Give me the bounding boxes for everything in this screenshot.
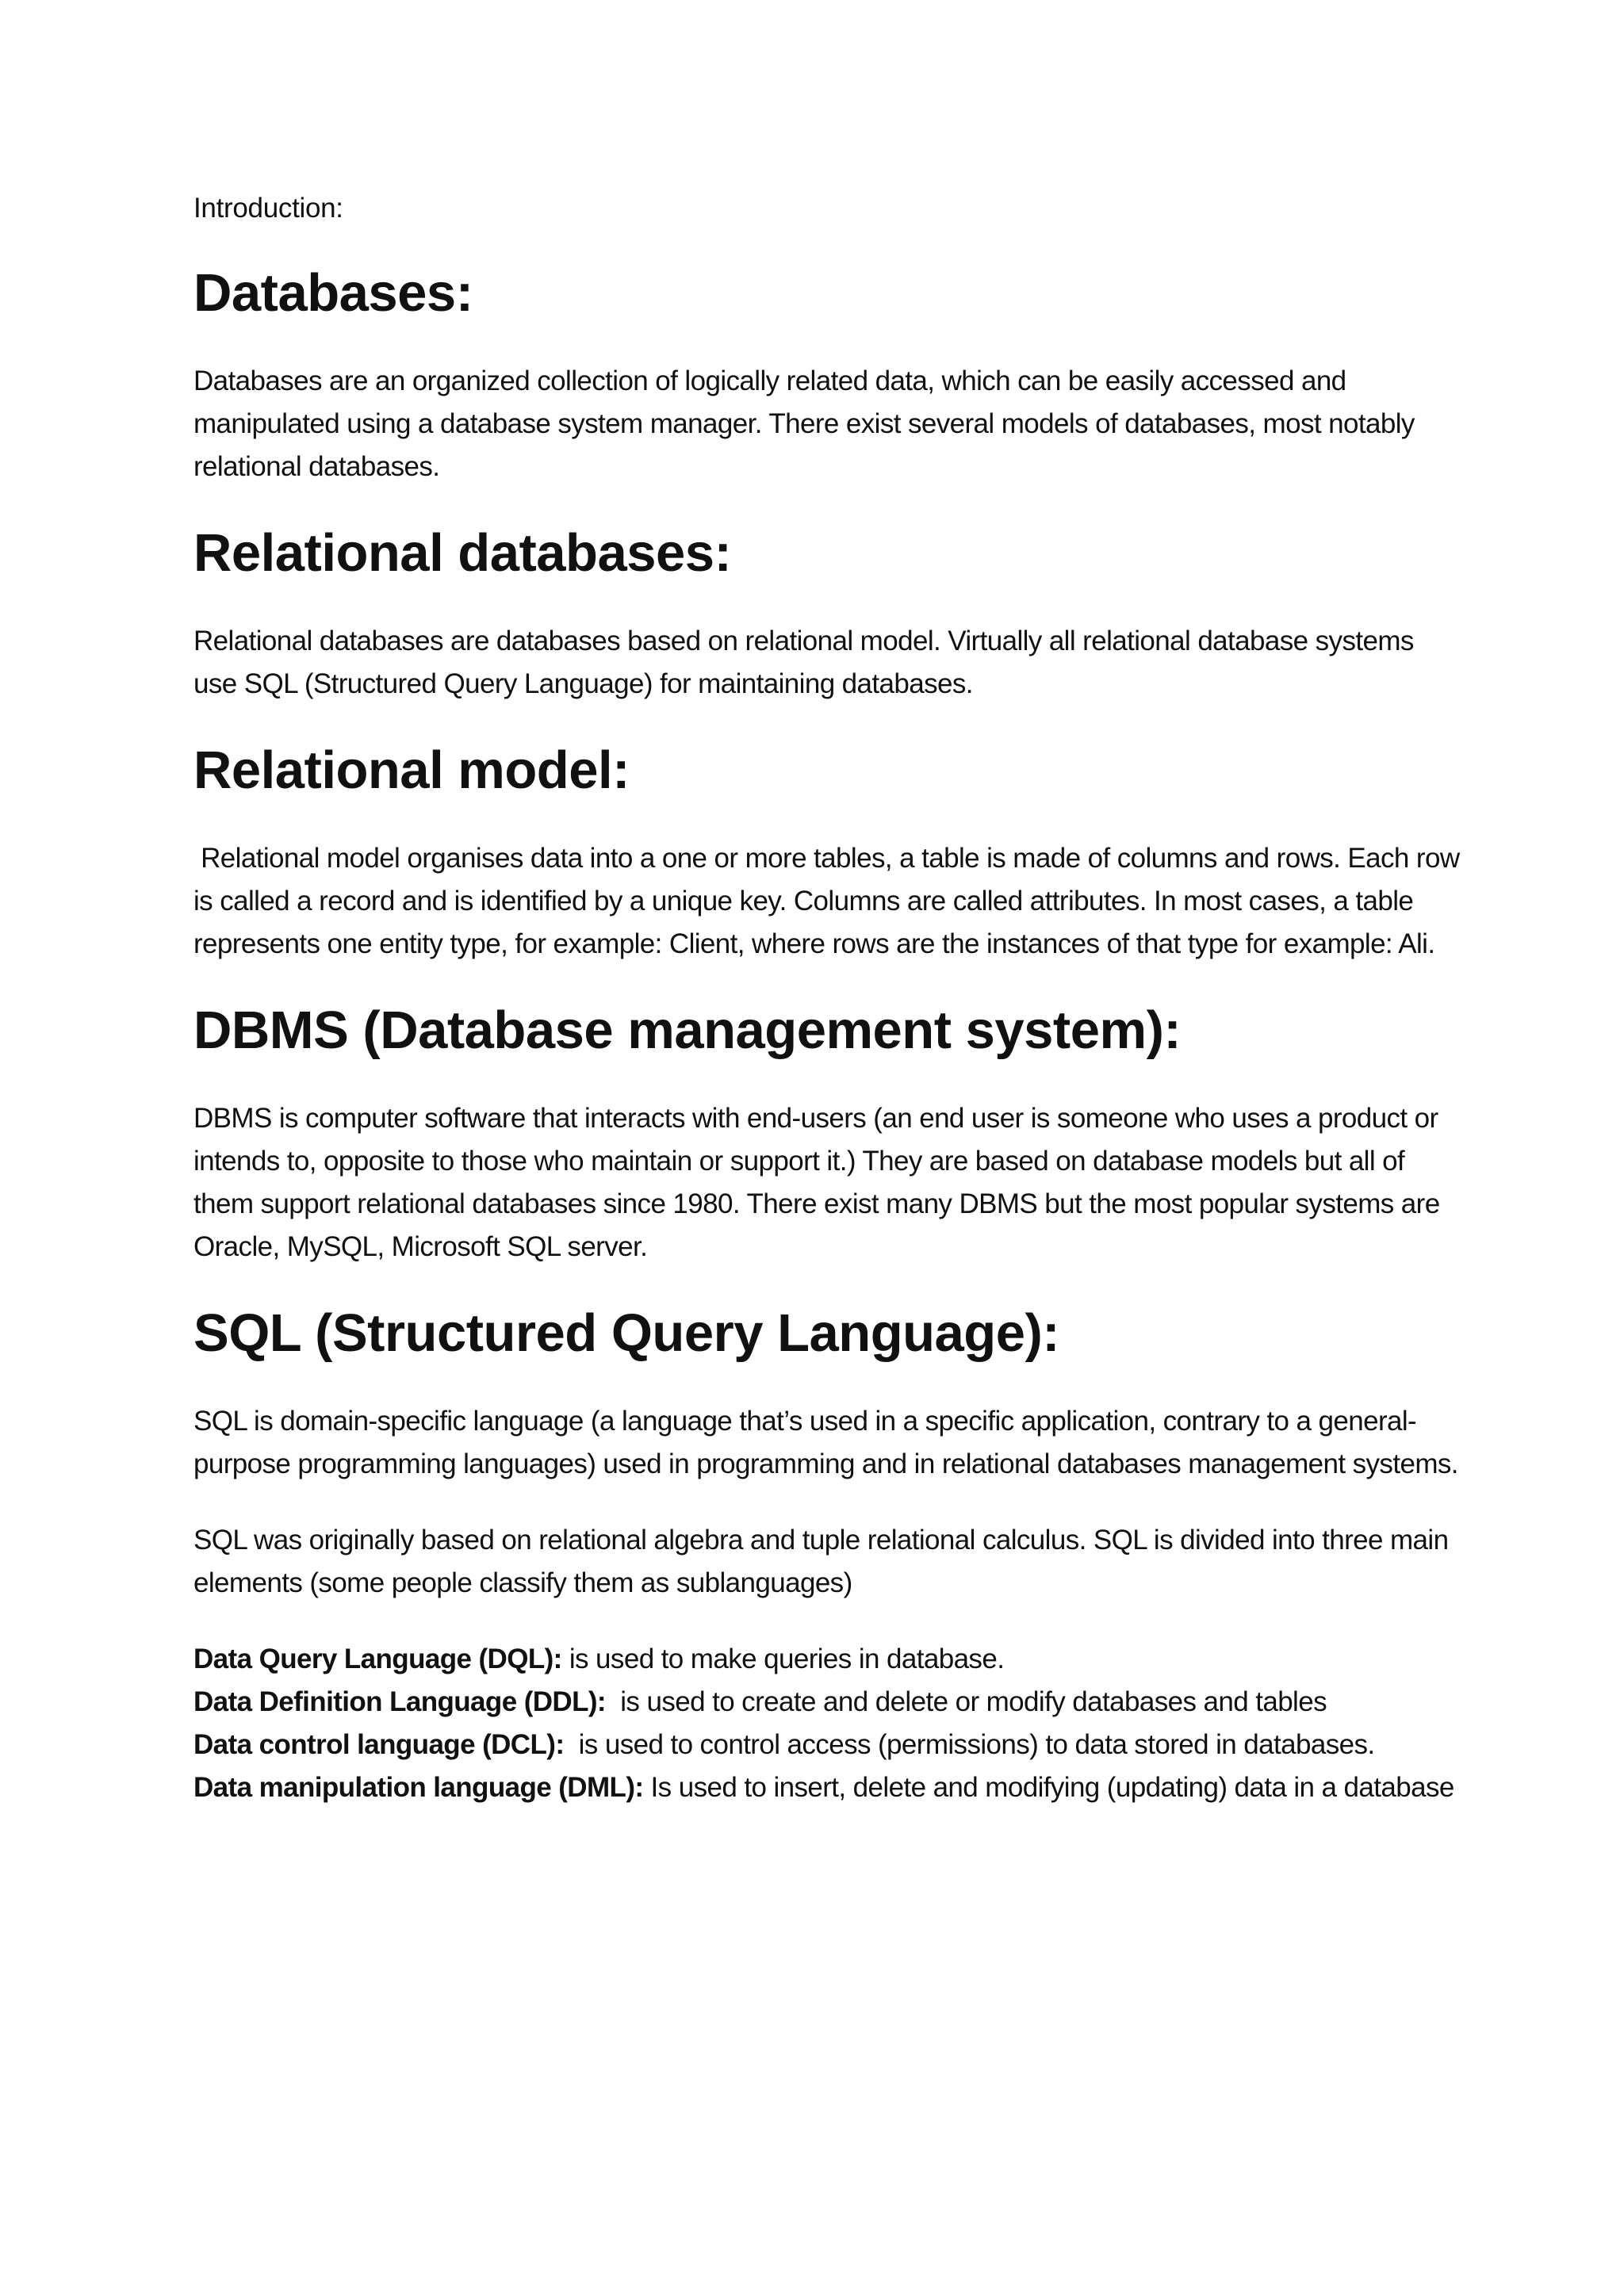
sql-sublanguage-list (193, 1638, 1462, 1809)
section-sql (193, 1302, 1462, 1605)
section-heading: DBMS (Database management system): (193, 1001, 1182, 1060)
definition-text: is used to create and delete or modify databases and tables (606, 1686, 1327, 1717)
definition-item-dml (193, 1766, 1462, 1809)
section-heading: Databases: (193, 263, 473, 323)
definition-text: Is used to insert, delete and modifying (updating) data in a database (643, 1772, 1454, 1803)
section-paragraph: DBMS is computer software that interacts with end-users (an end user is someone who uses a product or intends to, opposite to those who maintain or support it.) They are based on database models but all of them support relational databases since 1980. There exist many DBMS but the most popular systems are Oracle, MySQL, Microsoft SQL server. (193, 1103, 1440, 1262)
definition-item-dql (193, 1638, 1462, 1681)
section-heading: Relational model: (193, 740, 630, 800)
section-relational-model (193, 739, 1467, 966)
intro-label: Introduction: (193, 193, 343, 224)
section-databases (193, 262, 1462, 488)
definition-text: is used to control access (permissions) to data stored in databases. (564, 1729, 1375, 1760)
definition-item-ddl (193, 1681, 1462, 1724)
definition-term: Data manipulation language (DML): (193, 1772, 644, 1803)
section-paragraph: Databases are an organized collection of logically related data, which can be easily accessed and manipulated using a database system manager. There exist several models of databases, most notably relational databases. (193, 365, 1415, 482)
section-paragraph: SQL was originally based on relational algebra and tuple relational calculus. SQL is divided into three main elements (some people classify them as sublanguages) (193, 1525, 1449, 1598)
section-dbms (193, 999, 1462, 1269)
section-relational-databases (193, 522, 1462, 706)
definition-term: Data Definition Language (DDL): (193, 1686, 606, 1717)
section-heading: Relational databases: (193, 523, 732, 583)
definition-term: Data control language (DCL): (193, 1729, 565, 1760)
document-page (193, 187, 1467, 1809)
definition-text: is used to make queries in database. (561, 1644, 1005, 1674)
section-paragraph: SQL is domain-specific language (a language that’s used in a specific application, contrary to a general-purpose programming languages) used in programming and in relational databases management systems. (193, 1406, 1458, 1479)
definition-item-dcl (193, 1724, 1462, 1766)
definition-term: Data Query Language (DQL): (193, 1644, 562, 1674)
section-paragraph: Relational databases are databases based on relational model. Virtually all relational database systems use SQL (Structured Query Language) for maintaining databases. (193, 626, 1414, 699)
section-paragraph: Relational model organises data into a one or more tables, a table is made of columns and rows. Each row is called a record and is identified by a unique key. Columns are called attributes. In most cases, a table represents one entity type, for example: Client, where rows are the instances of that type for example: Ali. (193, 843, 1467, 959)
section-heading: SQL (Structured Query Language): (193, 1303, 1060, 1363)
